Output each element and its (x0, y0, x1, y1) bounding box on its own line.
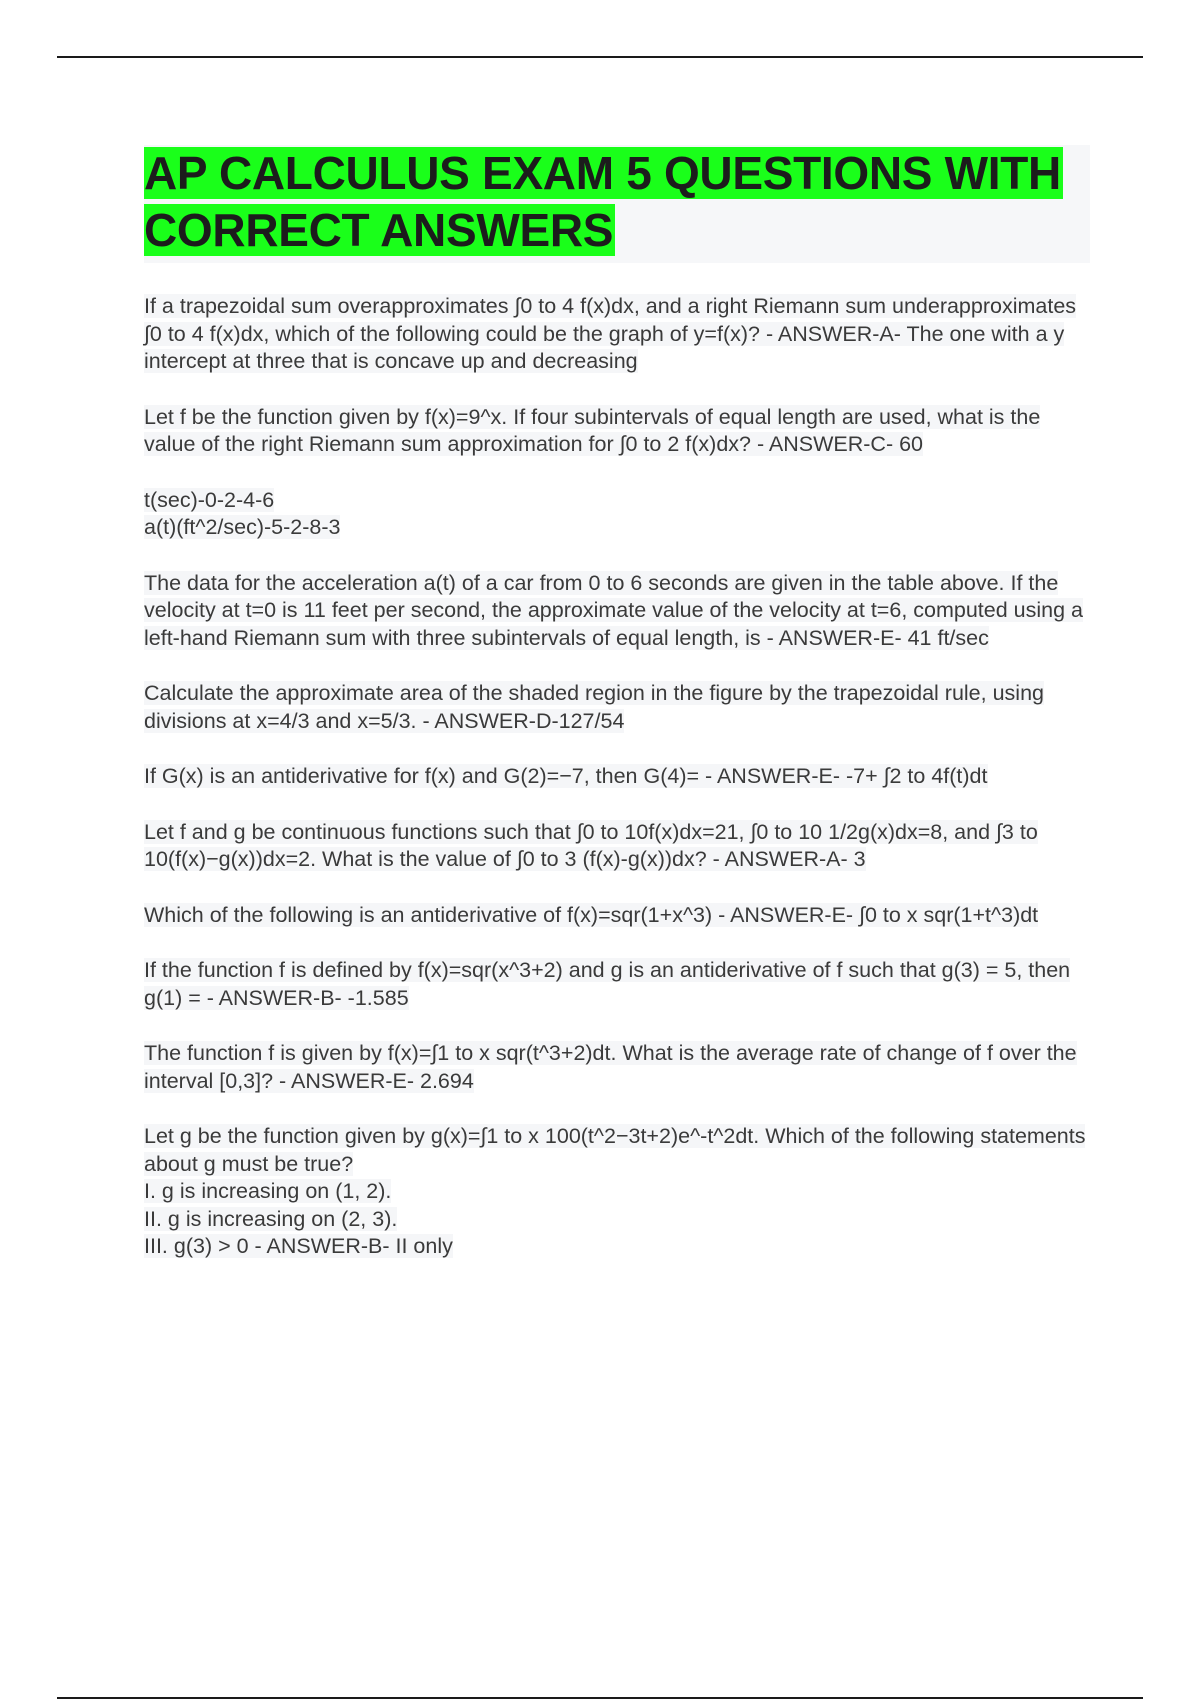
qa-item-10 (144, 1040, 1090, 1095)
qa-item-4 (144, 570, 1090, 653)
qa-text: If the function f is defined by f(x)=sqr(x^3+2) and g is an antiderivative of f such that g(3) = 5, then g(1) = - ANSWER-B- -1.585 (144, 958, 1071, 1010)
qa-text: Let f and g be continuous functions such that ∫0 to 10f(x)dx=21, ∫0 to 10 1/2g(x)dx=8, and ∫3 to 10(f(x)−g(x))dx=2. What is the value of ∫0 to 3 (f(x)-g(x))dx? - ANSWER-A- 3 (144, 819, 1038, 871)
qa-item-2 (144, 404, 1090, 459)
qa-text: Calculate the approximate area of the shaded region in the figure by the trapezoidal rule, using divisions at x=4/3 and x=5/3. - ANSWER-D-127/54 (144, 681, 1044, 733)
qa-text: Let f be the function given by f(x)=9^x. If four subintervals of equal length are used, what is the value of the right Riemann sum approximation for ∫0 to 2 f(x)dx? - ANSWER-C- 60 (144, 404, 1041, 456)
title-highlight: AP CALCULUS EXAM 5 QUESTIONS WITH CORRECT ANSWERS (144, 147, 1061, 256)
document-title (144, 145, 1090, 259)
qa-text: Let g be the function given by g(x)=∫1 to x 100(t^2−3t+2)e^-t^2dt. Which of the following statements about g must be true? I. g is increasing on (1, 2). II. g is increasing on (2, 3). III. g(3) > 0 - ANSWER-B- II only (144, 1124, 1086, 1258)
qa-item-6 (144, 763, 1090, 791)
qa-text: Which of the following is an antiderivative of f(x)=sqr(1+x^3) - ANSWER-E- ∫0 to x sqr(1+t^3)dt (144, 902, 1039, 927)
qa-text: If G(x) is an antiderivative for f(x) and G(2)=−7, then G(4)= - ANSWER-E- -7+ ∫2 to 4f(t)dt (144, 764, 988, 788)
qa-text: t(sec)-0-2-4-6 a(t)(ft^2/sec)-5-2-8-3 (144, 487, 341, 539)
qa-item-5 (144, 680, 1090, 735)
title-block (144, 145, 1090, 263)
qa-item-8 (144, 902, 1090, 930)
header-rule (57, 56, 1143, 58)
qa-item-3 (144, 487, 1090, 542)
document-body (144, 145, 1090, 1289)
footer-rule (57, 1697, 1143, 1699)
qa-text: The data for the acceleration a(t) of a car from 0 to 6 seconds are given in the table above. If the velocity at t=0 is 11 feet per second, the approximate value of the velocity at t=6, computed using a left-hand Riemann sum with three subintervals of equal length, is - ANSWER-E- 41 ft/sec (144, 570, 1083, 650)
qa-text: The function f is given by f(x)=∫1 to x sqr(t^3+2)dt. What is the average rate of change of f over the interval [0,3]? - ANSWER-E- 2.694 (144, 1041, 1077, 1093)
qa-item-11 (144, 1123, 1090, 1261)
qa-text: If a trapezoidal sum overapproximates ∫0 to 4 f(x)dx, and a right Riemann sum underapproximates ∫0 to 4 f(x)dx, which of the following could be the graph of y=f(x)? - ANSWER-A- The one with a y intercept at three that is concave up and decreasing (144, 294, 1077, 373)
qa-item-9 (144, 957, 1090, 1012)
qa-item-7 (144, 819, 1090, 874)
qa-item-1 (144, 293, 1090, 376)
